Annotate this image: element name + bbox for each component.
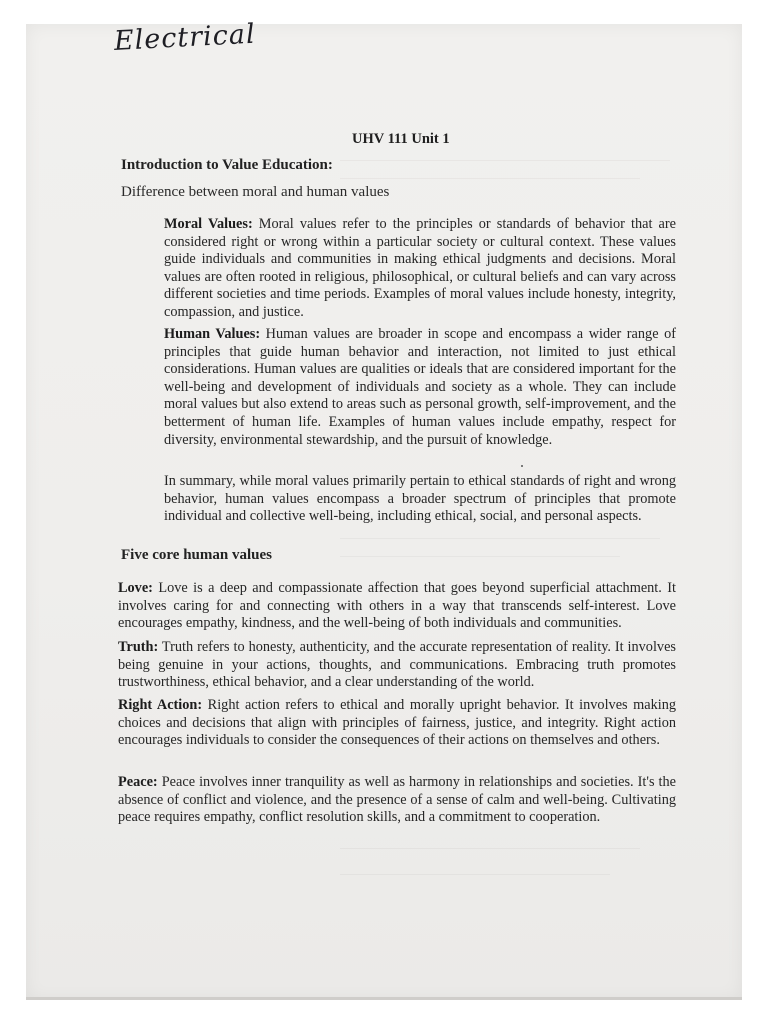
peace-text: Peace involves inner tranquility as well as harmony in relationships and societies. It's the absence of conflict and violence, and the presence of a sense of calm and well-being. Cultivating peace requires empathy, conflict resolution skills, and a commitment to cooperation. — [118, 774, 676, 826]
human-values-text: Human values are broader in scope and encompass a wider range of principles that guide human behavior and interaction, not limited to just ethical considerations. Human values are qualities or ideals that are considered important for the well-being and development of individuals and society as a whole. They can include moral values but also extend to areas such as personal growth, self-improvement, and the betterment of human life. Examples of human values include empathy, respect for diversity, environmental stewardship, and the pursuit of knowledge. — [164, 326, 676, 448]
document-title: UHV 111 Unit 1 — [352, 131, 450, 147]
right-action-text: Right action refers to ethical and morally upright behavior. It involves making choices and decisions that align with principles of fairness, justice, and integrity. Right action encourages individuals to consider the consequences of their actions on themselves and others. — [118, 697, 677, 749]
intro-subheading: Difference between moral and human values — [121, 184, 390, 200]
moral-values-term: Moral Values: — [164, 216, 253, 232]
truth-text: Truth refers to honesty, authenticity, and the accurate representation of reality. It involves being genuine in your actions, thoughts, and communications. Embracing truth promotes trustworthiness, ethical behavior, and a clear understanding of the world. — [118, 639, 676, 691]
stray-mark — [521, 465, 523, 467]
peace-term: Peace: — [118, 774, 158, 790]
love-term: Love: — [118, 580, 153, 596]
right-action-term: Right Action: — [118, 697, 203, 713]
summary-paragraph: In summary, while moral values primarily pertain to ethical standards of right and wrong behavior, human values encompass a broader spectrum of principles that promote individual and collective well-being, including ethical, social, and personal aspects. — [164, 473, 676, 525]
right-action-paragraph — [118, 697, 676, 750]
moral-values-text: Moral values refer to the principles or standards of behavior that are considered right or wrong within a particular society or cultural context. These values guide individuals and communities in making ethical judgments and decisions. Moral values are often rooted in religious, philosophical, or cultural beliefs and can vary across different societies and time periods. Examples of moral values include honesty, integrity, compassion, and justice. — [164, 216, 676, 320]
intro-heading: Introduction to Value Education: — [121, 157, 333, 173]
truth-term: Truth: — [118, 639, 159, 655]
human-values-paragraph — [164, 326, 676, 449]
truth-paragraph — [118, 639, 676, 692]
handwritten-note: Electrical — [113, 18, 257, 57]
human-values-term: Human Values: — [164, 326, 261, 342]
peace-paragraph — [118, 774, 676, 827]
love-text: Love is a deep and compassionate affection that goes beyond superficial attachment. It involves caring for and connecting with others in a way that transcends self-interest. Love encourages empathy, kindness, and the well-being of both individuals and communities. — [118, 580, 676, 632]
moral-values-paragraph — [164, 216, 676, 322]
love-paragraph — [118, 580, 676, 633]
core-values-heading: Five core human values — [121, 547, 272, 563]
